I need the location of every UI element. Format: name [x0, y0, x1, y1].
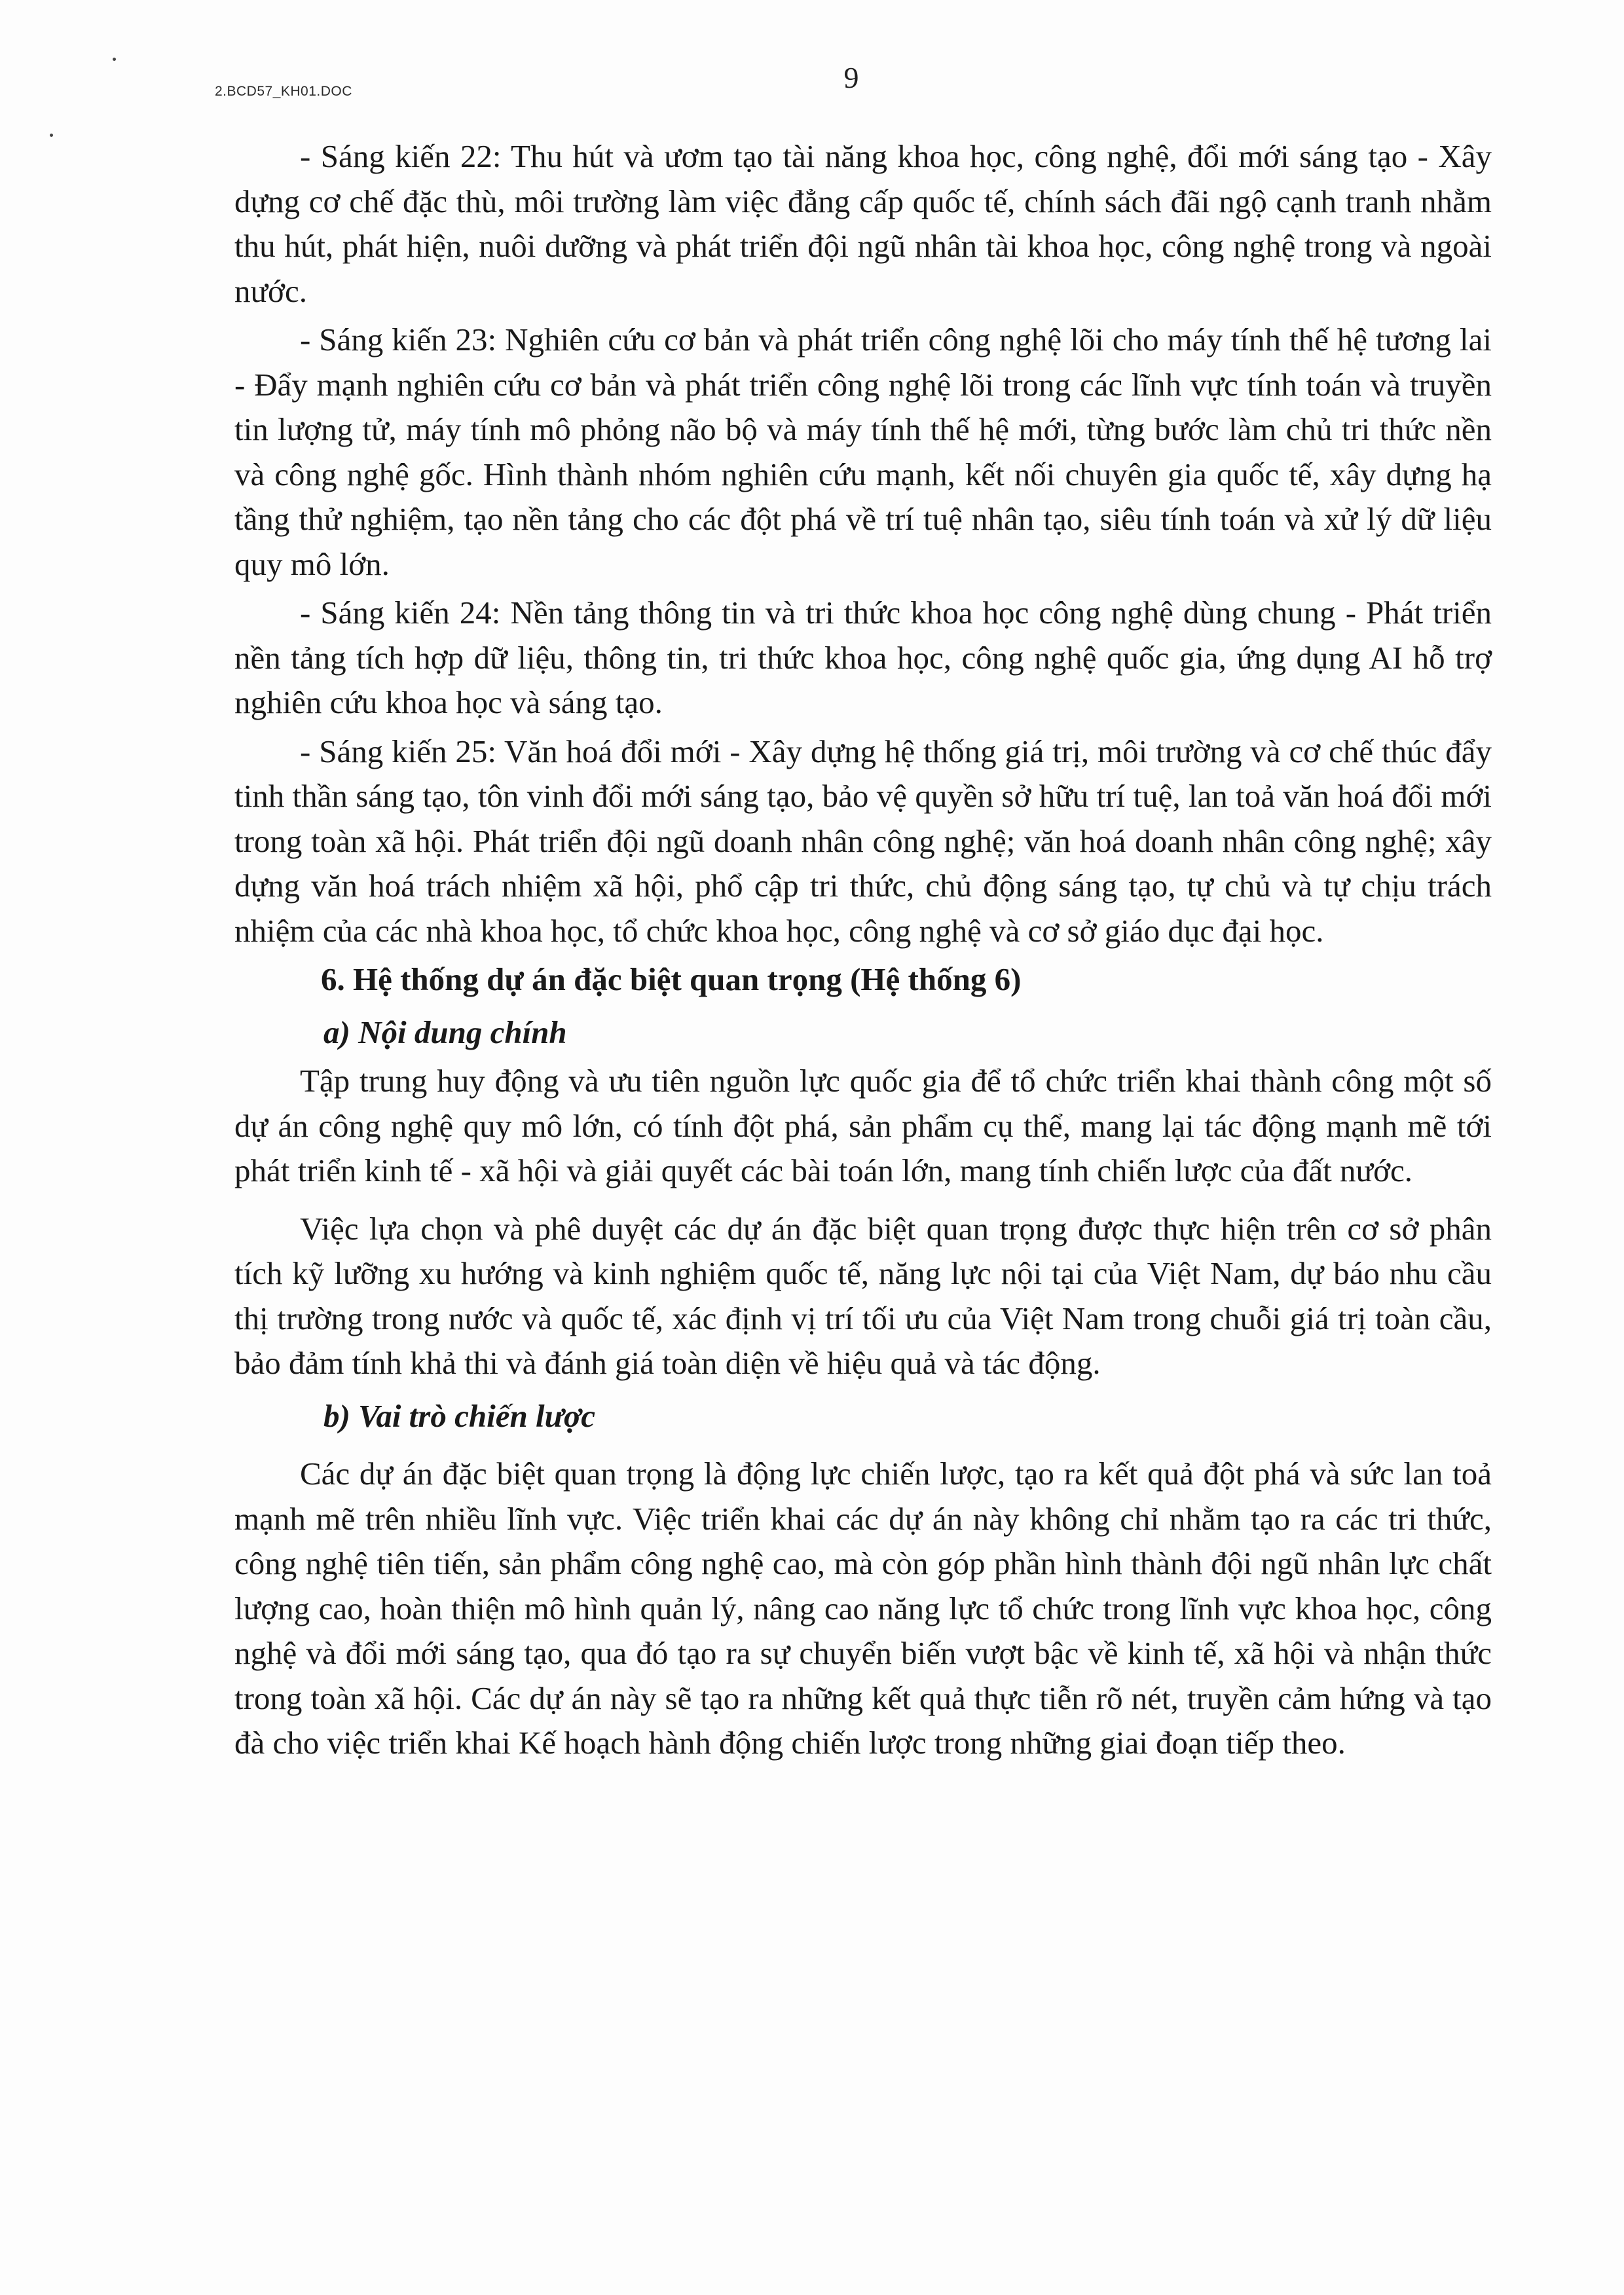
scan-speck — [113, 58, 116, 61]
paragraph-initiative-25: - Sáng kiến 25: Văn hoá đổi mới - Xây dựng hệ thống giá trị, môi trường và cơ chế thúc đẩy tinh thần sáng tạo, tôn vinh đổi mới sáng tạo, bảo vệ quyền sở hữu trí tuệ, lan toả văn hoá đổi mới trong toàn xã hội. Phát triển đội ngũ doanh nhân công nghệ; văn hoá doanh nhân công nghệ; xây dựng văn hoá trách nhiệm xã hội, phổ cập tri thức, chủ động sáng tạo, tự chủ và tự chịu trách nhiệm của các nhà khoa học, tổ chức khoa học, công nghệ và cơ sở giáo dục đại học. — [234, 733, 1492, 949]
document-body — [234, 134, 1492, 1766]
document-file-code: 2.BCD57_KH01.DOC — [215, 84, 352, 99]
paragraph-strategic-role: Các dự án đặc biệt quan trọng là động lực chiến lược, tạo ra kết quả đột phá và sức lan toả mạnh mẽ trên nhiều lĩnh vực. Việc triển khai các dự án này không chỉ nhằm tạo ra các tri thức, công nghệ tiên tiến, sản phẩm công nghệ cao, mà còn góp phần hình thành đội ngũ nhân lực chất lượng cao, hoàn thiện mô hình quản lý, nâng cao năng lực tổ chức trong lĩnh vực khoa học, công nghệ và đổi mới sáng tạo, qua đó tạo ra sự chuyển biến vượt bậc về kinh tế, xã hội và nhận thức trong toàn xã hội. Các dự án này sẽ tạo ra những kết quả thực tiễn rõ nét, truyền cảm hứng và tạo đà cho việc triển khai Kế hoạch hành động chiến lược trong những giai đoạn tiếp theo. — [234, 1456, 1492, 1761]
section-6-heading: 6. Hệ thống dự án đặc biệt quan trọng (Hệ thống 6) — [321, 961, 1022, 997]
scan-speck — [50, 134, 53, 137]
paragraph-initiative-22: - Sáng kiến 22: Thu hút và ươm tạo tài năng khoa học, công nghệ, đổi mới sáng tạo - Xây dựng cơ chế đặc thù, môi trường làm việc đẳng cấp quốc tế, chính sách đãi ngộ cạnh tranh nhằm thu hút, phát hiện, nuôi dưỡng và phát triển đội ngũ nhân tài khoa học, công nghệ trong và ngoài nước. — [234, 138, 1492, 309]
paragraph-main-content-2: Việc lựa chọn và phê duyệt các dự án đặc biệt quan trọng được thực hiện trên cơ sở phân tích kỹ lưỡng xu hướng và kinh nghiệm quốc tế, năng lực nội tại của Việt Nam, dự báo nhu cầu thị trường trong nước và quốc tế, xác định vị trí tối ưu của Việt Nam trong chuỗi giá trị toàn cầu, bảo đảm tính khả thi và đánh giá toàn diện về hiệu quả và tác động. — [234, 1210, 1492, 1381]
subsection-b-heading: b) Vai trò chiến lược — [323, 1397, 595, 1434]
subsection-a-heading: a) Nội dung chính — [323, 1014, 567, 1050]
paragraph-initiative-24: - Sáng kiến 24: Nền tảng thông tin và tri thức khoa học công nghệ dùng chung - Phát triển nền tảng tích hợp dữ liệu, thông tin, tri thức khoa học, công nghệ quốc gia, ứng dụng AI hỗ trợ nghiên cứu khoa học và sáng tạo. — [234, 595, 1492, 720]
paragraph-main-content-1: Tập trung huy động và ưu tiên nguồn lực quốc gia để tổ chức triển khai thành công một số dự án công nghệ quy mô lớn, có tính đột phá, sản phẩm cụ thể, mang lại tác động mạnh mẽ tới phát triển kinh tế - xã hội và giải quyết các bài toán lớn, mang tính chiến lược của đất nước. — [234, 1063, 1492, 1188]
paragraph-initiative-23: - Sáng kiến 23: Nghiên cứu cơ bản và phát triển công nghệ lõi cho máy tính thế hệ tương lai - Đẩy mạnh nghiên cứu cơ bản và phát triển công nghệ lõi trong các lĩnh vực tính toán và truyền tin lượng tử, máy tính mô phỏng não bộ và máy tính thế hệ mới, từng bước làm chủ tri thức nền và công nghệ gốc. Hình thành nhóm nghiên cứu mạnh, kết nối chuyên gia quốc tế, xây dựng hạ tầng thử nghiệm, tạo nền tảng cho các đột phá về trí tuệ nhân tạo, siêu tính toán và xử lý dữ liệu quy mô lớn. — [234, 321, 1492, 582]
page-number: 9 — [843, 61, 859, 94]
